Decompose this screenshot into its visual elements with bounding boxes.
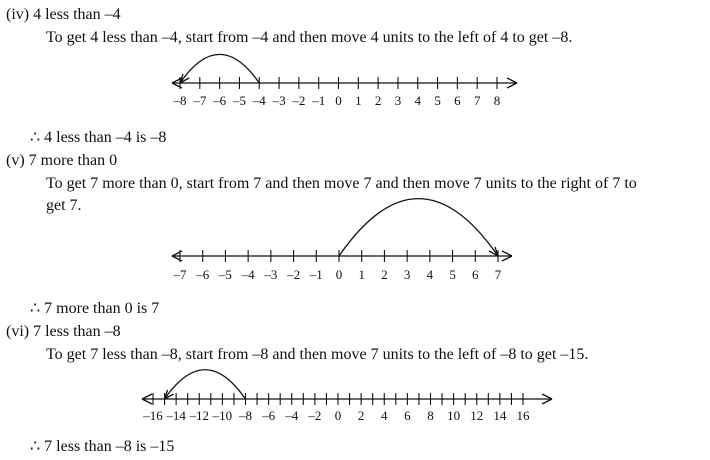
tick-label: –2 (308, 408, 322, 423)
jump-arc (165, 370, 246, 399)
tick-label: 2 (357, 408, 365, 423)
tick-label: 7 (494, 267, 502, 282)
explanation-vi: To get 7 less than –8, start from –8 and then move 7 units to the left of –8 to get –15. (46, 346, 589, 363)
tick-label: –8 (239, 408, 252, 423)
tick-label: –12 (189, 408, 209, 423)
tick-label: 1 (355, 93, 362, 108)
tick-label: 6 (404, 408, 411, 423)
tick-label: 14 (493, 408, 507, 423)
tick-label: 1 (358, 267, 365, 282)
tick-label: –10 (212, 408, 233, 423)
tick-label: 8 (493, 93, 501, 108)
tick-label: 10 (447, 408, 461, 423)
tick-label: 2 (374, 93, 382, 108)
explanation-v-cont: get 7. (46, 197, 82, 214)
conclusion-vi: ∴ 7 less than –8 is –15 (30, 438, 175, 455)
tick-label: –2 (292, 93, 306, 108)
tick-label: 6 (472, 267, 479, 282)
tick-label: 0 (335, 267, 343, 282)
tick-label: –5 (218, 267, 232, 282)
tick-label: 5 (449, 267, 456, 282)
tick-label: –8 (173, 93, 187, 108)
tick-label: 12 (470, 408, 484, 423)
tick-label: 6 (454, 93, 461, 108)
tick-label: 2 (381, 267, 388, 282)
tick-label: 16 (516, 408, 530, 423)
tick-label: –16 (143, 408, 163, 423)
tick-label: –6 (262, 408, 276, 423)
tick-label: 0 (335, 93, 342, 108)
tick-label: –7 (193, 93, 207, 108)
heading-vi: (vi) 7 less than –8 (6, 323, 121, 340)
tick-label: –1 (309, 267, 323, 282)
tick-label: –5 (232, 93, 246, 108)
tick-label: –4 (285, 408, 299, 423)
tick-label: 8 (427, 408, 434, 423)
tick-label: –3 (264, 267, 278, 282)
tick-label: –4 (252, 93, 266, 108)
tick-label: 0 (334, 408, 342, 423)
explanation-iv: To get 4 less than –4, start from –4 and then move 4 units to the left of 4 to get –8. (46, 29, 573, 46)
tick-label: –6 (196, 267, 210, 282)
explanation-v: To get 7 more than 0, start from 7 and then move 7 and then move 7 units to the right of 7 to (46, 175, 637, 192)
tick-label: –7 (173, 267, 187, 282)
conclusion-iv: ∴ 4 less than –4 is –8 (30, 129, 167, 146)
heading-iv: (iv) 4 less than –4 (6, 6, 121, 23)
tick-label: 4 (414, 93, 421, 108)
tick-label: –6 (213, 93, 227, 108)
tick-label: –4 (241, 267, 255, 282)
arc-arrow-icon (165, 390, 174, 399)
tick-label: 4 (381, 408, 388, 423)
tick-label: –1 (312, 93, 326, 108)
tick-label: –14 (166, 408, 186, 423)
conclusion-v: ∴ 7 more than 0 is 7 (30, 300, 160, 317)
tick-label: –3 (272, 93, 286, 108)
tick-label: 3 (394, 93, 402, 108)
tick-label: 7 (473, 93, 481, 108)
heading-v: (v) 7 more than 0 (6, 152, 118, 169)
tick-label: –2 (287, 267, 301, 282)
tick-label: 3 (403, 267, 411, 282)
tick-label: 4 (426, 267, 434, 282)
tick-label: 5 (434, 93, 441, 108)
